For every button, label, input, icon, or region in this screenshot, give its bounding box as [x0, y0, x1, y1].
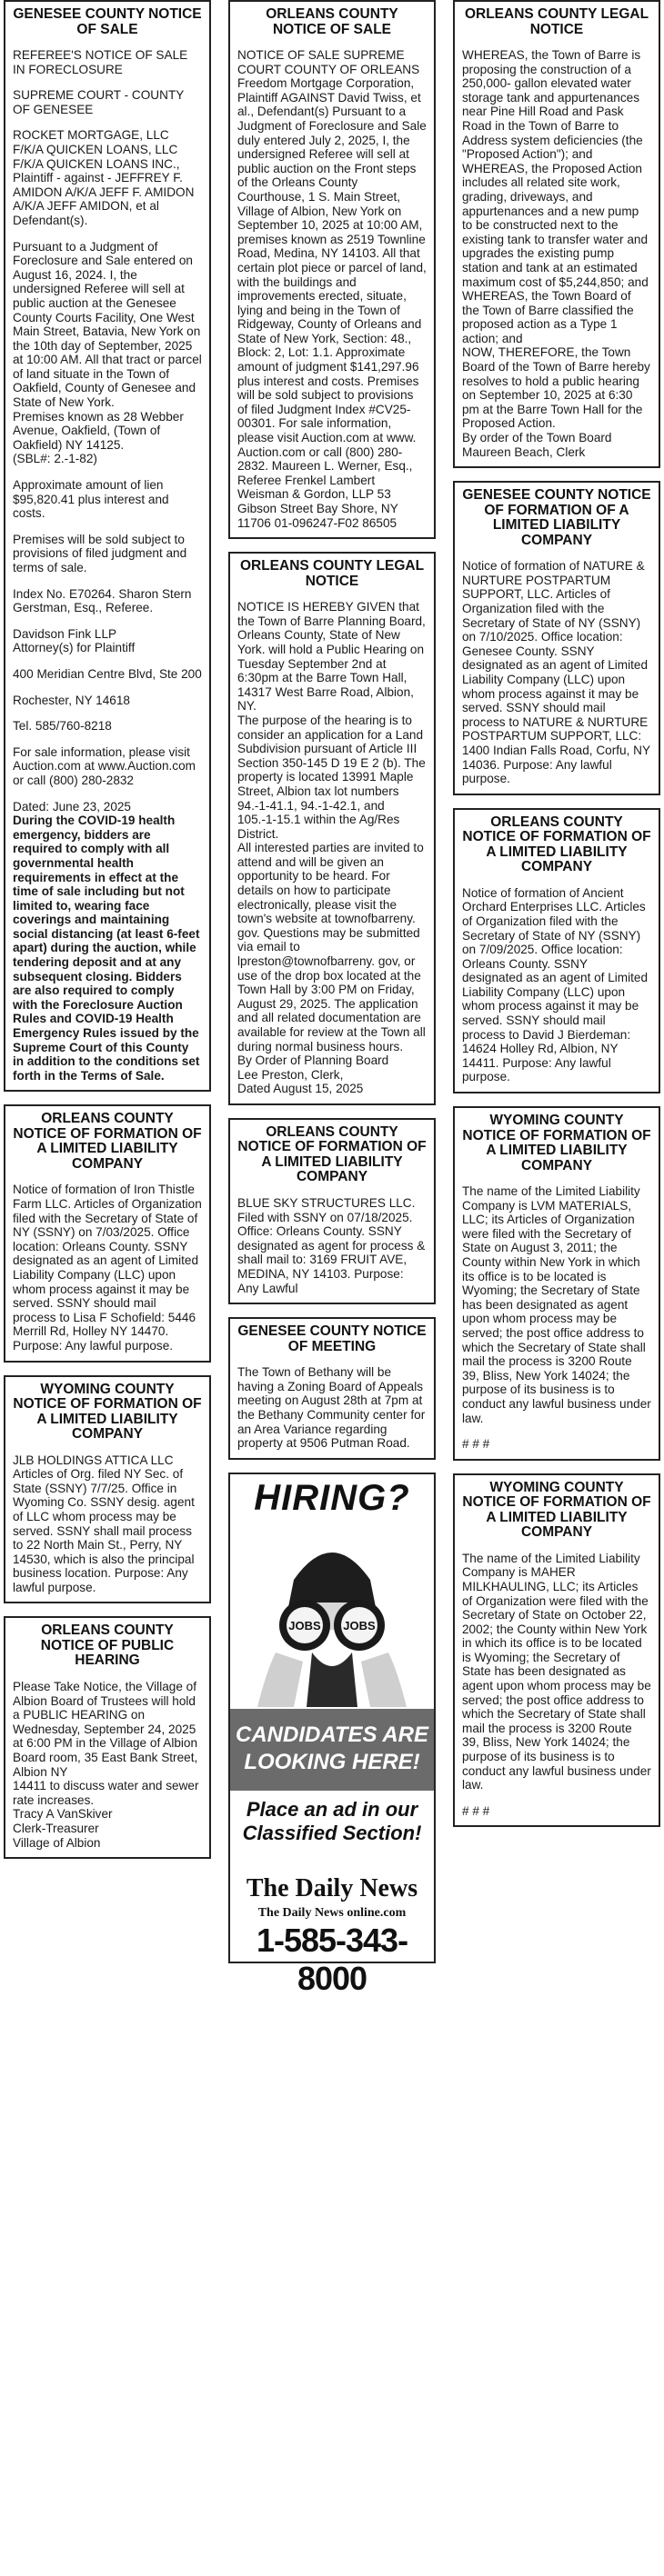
notice-text: NOTICE IS HEREBY GIVEN that the Town of Barre Planning Board, Orleans County, State of New York. will hold a Public Hearing on Tuesday September 2nd at 6:30pm at the Barre Town Hall, 14317 West Barre Road, Albion, NY. The purpose of the hearing is to consider an application for a Land Subdivision pursuant of Article III Section 350-145 D 19 E 2 (b). The property is located 13991 Maple Street, Albion tax lot numbers 94.-1-41.1, 94.-1-42.1, and 105.-1-15.1 within the Ag/Res District. All interested parties are invited to attend and will be given an opportunity to be heard. For details on how to participate electronically, please visit the town's website at townofbarreny. gov. Questions may be submitted via email to lpreston@townofbarreny. gov, or use of the drop box located at the Town Hall by 3:00 PM on Friday, August 29, 2025. The application and all related documentation are available for review at the Town all during normal business hours. By Order of Planning Board Lee Preston, Clerk, Dated August 15, 2025 [237, 600, 426, 1096]
notice-title: WYOMING COUNTY NOTICE OF FORMATION OF A LIMITED LIABILITY COMPANY [462, 1479, 651, 1541]
notice-title: ORLEANS COUNTY NOTICE OF PUBLIC HEARING [40, 1622, 175, 1669]
column-3 [453, 0, 660, 1840]
notice-text: Notice of formation of Ancient Orchard Enterprises LLC. Articles of Organization filed with the Secretary of State of NY (SSNY) on 7/09/2025. Office location: Orleans County. SSNY designated as an agent of Limited Liability Company (LLC) upon whom process against it may be served. SSNY should mail process to David J Bierdeman: 14624 Holley Rd, Albion, NY 14411. Purpose: Any lawful purpose. [462, 885, 649, 1084]
notice-end-mark: # # # [462, 1437, 490, 1452]
notice-text: The name of the Limited Liability Company is MAHER MILKHAULING, LLC; its Articles of Organization were filed with the Secretary of State on October 22, 2002; the County within New York in which its office is to be located is Wyoming; the Secretary of State has been designated as agent upon whom process may be served; the post office address to which the Secretary of State shall mail the process is 3200 Route 39, Bliss, New York 14024; the purpose of its business is to conduct any lawful business under law. [462, 1551, 651, 1792]
notice-text: REFEREE'S NOTICE OF SALE IN FORECLOSURE [13, 48, 188, 76]
notice-text: WHEREAS, the Town of Barre is proposing the construction of a 250,000- gallon elevated water storage tank and appurtenances near Pine Hill Road and Pask Road in the Town of Barre to Address system deficiencies (the "Proposed Action"); and WHEREAS, the Proposed Action includes all related site work, grading, driveways, and appurtenances and a new pump to be constructed next to the existing tank to transfer water and upgrades the existing pump station and tank at an estimated maximum cost of $5,244,850; and WHEREAS, the Town Board of the Town of Barre classified the proposed action as a Type 1 action; and NOW, THEREFORE, the Town Board of the Town of Barre hereby resolves to hold a public hearing on September 10, 2025 at 6:30 pm at the Barre Town Hall for the Proposed Action. By order of the Town Board Maureen Beach, Clerk [462, 48, 650, 459]
notice-text: BLUE SKY STRUCTURES LLC. Filed with SSNY on 07/18/2025. Office: Orleans County. SSNY designated as agent for process & shall mail to: 3169 FRUIT AVE, MEDINA, NY 14103. Purpose: Any Lawful [237, 1195, 426, 1295]
notice-text: The Town of Bethany will be having a Zoning Board of Appeals meeting on August 28th at 7pm at the Bethany Community center for an Area Variance regarding property at 9506 Putman Road. [237, 1365, 426, 1451]
notice-orleans-llc-blue-sky [228, 1118, 436, 1304]
covid-notice-text: During the COVID-19 health emergency, bidders are required to comply with all governmental health requirements in effect at the time of sale including but not limited to, wearing face coverings and maintaining social distancing (at least 6-feet apart) during the auction, while tendering deposit and at any subsequent closing. Bidders are also required to comply with the Foreclosure Auction Rules and COVID-19 Health Emergency Rules issued by the Supreme Court of this County in addition to the conditions set forth in the Terms of Sale. [13, 814, 200, 1083]
notice-orleans-llc-iron-thistle [4, 1104, 211, 1362]
notice-orleans-sale [228, 0, 436, 539]
notice-title: ORLEANS COUNTY NOTICE OF FORMATION OF A LIMITED LIABILITY COMPANY [13, 1111, 202, 1172]
notice-text: Tel. 585/760-8218 [13, 719, 112, 734]
notice-text: Notice of formation of Iron Thistle Farm LLC. Articles of Organization filed with the Secretary of State of NY (SSNY) on 7/03/2025. Office location: Orleans County. SSNY designated as an agent of Limited Liability Company (LLC) upon whom process against it may be served. SSNY should mail process to Lisa F Schofield: 5446 Merrill Rd, Holley NY 14470. Purpose: Any lawful purpose. [13, 1183, 202, 1353]
notice-wyoming-llc-maher [453, 1473, 660, 1828]
notice-text: SUPREME COURT - COUNTY OF GENESEE [13, 88, 185, 116]
binocular-label-right: JOBS [343, 1618, 376, 1632]
notice-title: GENESEE COUNTY NOTICE OF SALE [13, 6, 202, 37]
column-1 [4, 0, 211, 1872]
ad-phone-number[interactable]: 1-585-343-8000 [256, 1921, 408, 1997]
ad-band-line-2: LOOKING HERE! [244, 1749, 420, 1774]
newspaper-logo: The Daily News [246, 1873, 418, 1902]
notice-genesee-sale [4, 0, 211, 1092]
ad-band [230, 1709, 434, 1791]
notice-title: ORLEANS COUNTY NOTICE OF SALE [266, 6, 398, 37]
binocular-label-left: JOBS [288, 1618, 321, 1632]
notice-title: GENESEE COUNTY NOTICE OF FORMATION OF A LIMITED LIABILITY COMPANY [462, 487, 651, 548]
notice-text: Pursuant to a Judgment of Foreclosure and Sale entered on August 16, 2024. I, the undersigned Referee will sell at public auction at the Genesee County Courts Facility, One West Main Street, Batavia, New York on the 10th day of September, 2025 at 10:00 AM. All that tract or parcel of land situate in the Town of Oakfield, County of Genesee and State of New York. Premises known as 28 Webber Avenue, Oakfield, (Town of Oakfield) NY 14125. (SBL#: 2.-1-82) [13, 239, 202, 466]
notice-orleans-public-hearing [4, 1616, 211, 1859]
hiring-advertisement[interactable] [228, 1473, 436, 1997]
notice-text: Davidson Fink LLP Attorney(s) for Plaintiff [13, 626, 136, 655]
ad-headline: HIRING? [254, 1477, 410, 1518]
notice-text: JLB HOLDINGS ATTICA LLC Articles of Org. filed NY Sec. of State (SSNY) 7/7/25. Office in Wyoming Co. SSNY desig. agent of LLC whom process may be served. SSNY shall mail process to 22 North Main St., Perry, NY 14530, which is also the principal business location. Purpose: Any lawful purpose. [13, 1453, 195, 1594]
notice-text: Please Take Notice, the Village of Albion Board of Trustees will hold a PUBLIC HEARING on Wednesday, September 24, 2025 at 6:00 PM in the Village of Albion Board room, 35 East Bank Street, Albion NY 14411 to discuss water and sewer rate increases. Tracy A VanSkiver Clerk-Treasurer Village of Albion [13, 1679, 199, 1850]
notice-text: NOTICE OF SALE SUPREME COURT COUNTY OF ORLEANS Freedom Mortgage Corporation, Plaintiff AGAINST David Twiss, et al., Defendant(s) Pursuant to a Judgment of Foreclosure and Sale duly entered July 2, 2025, I, the undersigned Referee will sell at public auction on the Front steps of the Orleans County Courthouse, 1 S. Main Street, Village of Albion, New York on September 10, 2025 at 10:00 AM, premises known as 2519 Townline Road, Medina, NY 14103. All that certain plot piece or parcel of land, with the buildings and improvements erected, situate, lying and being in the Town of Ridgeway, County of Orleans and State of New York, Section: 48., Block: 2, Lot: 1.1. Approximate amount of judgment $141,297.96 plus interest and costs. Premises will be sold subject to provisions of filed Judgment Index #CV25-00301. For sale information, please visit Auction.com at www. Auction.com or call (800) 280-2832. Maureen L. Werner, Esq., Referee Frenkel Lambert Weisman & Gordon, LLP 53 Gibson Street Bay Shore, NY 11706 01-096247-F02 86505 [237, 48, 427, 530]
notice-title: GENESEE COUNTY NOTICE OF MEETING [237, 1323, 427, 1354]
notice-orleans-llc-ancient-orchard [453, 808, 660, 1093]
notice-text: For sale information, please visit Auction.com at www.Auction.com or call (800) 280-2832 [13, 744, 196, 787]
notice-genesee-meeting [228, 1317, 436, 1460]
column-2 [228, 0, 436, 1997]
notice-text: Index No. E70264. Sharon Stern Gerstman, Esq., Referee. [13, 586, 192, 615]
notice-genesee-llc-nature-nurture [453, 481, 660, 795]
notice-text: Approximate amount of lien $95,820.41 plus interest and costs. [13, 478, 169, 521]
notice-text: Dated: June 23, 2025 [13, 799, 131, 814]
newspaper-website: The Daily News online.com [257, 1905, 407, 1920]
notice-text: Rochester, NY 14618 [13, 693, 130, 707]
notice-orleans-legal-planning [228, 552, 436, 1105]
ad-band-line-1: CANDIDATES ARE [235, 1722, 428, 1747]
notice-orleans-legal-water-tank [453, 0, 660, 468]
notice-wyoming-llc-lvm [453, 1106, 660, 1461]
notice-text: 400 Meridian Centre Blvd, Ste 200 [13, 666, 202, 681]
binoculars-person-illustration [239, 1525, 425, 1707]
notice-title: WYOMING COUNTY NOTICE OF FORMATION OF A LIMITED LIABILITY COMPANY [462, 1113, 651, 1173]
notice-title: ORLEANS COUNTY NOTICE OF FORMATION OF A LIMITED LIABILITY COMPANY [237, 1123, 427, 1185]
notice-title: ORLEANS COUNTY LEGAL NOTICE [464, 6, 649, 37]
notice-text: ROCKET MORTGAGE, LLC F/K/A QUICKEN LOANS, LLC F/K/A QUICKEN LOANS INC., Plaintiff - against - JEFFREY F. AMIDON A/K/A JEFF F. AMIDON A/K/A JEFF AMIDON, et al Defendant(s). [13, 128, 195, 227]
notice-end-mark: # # # [462, 1803, 490, 1818]
notice-text: Notice of formation of NATURE & NURTURE POSTPARTUM SUPPORT, LLC. Articles of Organization filed with the Secretary of State of NY (SSNY) on 7/10/2025. Office location: Genesee County. SSNY designated as an agent of Limited Liability Company (LLC) upon whom process against it may be served. SSNY should mail process to NATURE & NURTURE POSTPARTUM SUPPORT, LLC: 1400 Indian Falls Road, Corfu, NY 14036. Purpose: Any lawful purpose. [462, 559, 650, 786]
notice-title: ORLEANS COUNTY LEGAL NOTICE [239, 558, 425, 589]
ad-place-text: Place an ad in our Classified Section! [242, 1797, 422, 1844]
notice-title: WYOMING COUNTY NOTICE OF FORMATION OF A LIMITED LIABILITY COMPANY [13, 1381, 202, 1443]
notice-text: The name of the Limited Liability Company is LVM MATERIALS, LLC; its Articles of Organization were filed with the Secretary of State on August 3, 2011; the County within New York in which its office is to be located is Wyoming; the Secretary of State has been designated as agent upon whom process may be served; the post office address to which the Secretary of State shall mail the process is 3200 Route 39, Bliss, New York 14024; the purpose of its business is to conduct any lawful business under law. [462, 1184, 651, 1425]
notice-title: ORLEANS COUNTY NOTICE OF FORMATION OF A LIMITED LIABILITY COMPANY [462, 814, 651, 875]
notice-text: Premises will be sold subject to provisions of filed judgment and terms of sale. [13, 532, 187, 574]
notice-wyoming-llc-jlb [4, 1375, 211, 1604]
